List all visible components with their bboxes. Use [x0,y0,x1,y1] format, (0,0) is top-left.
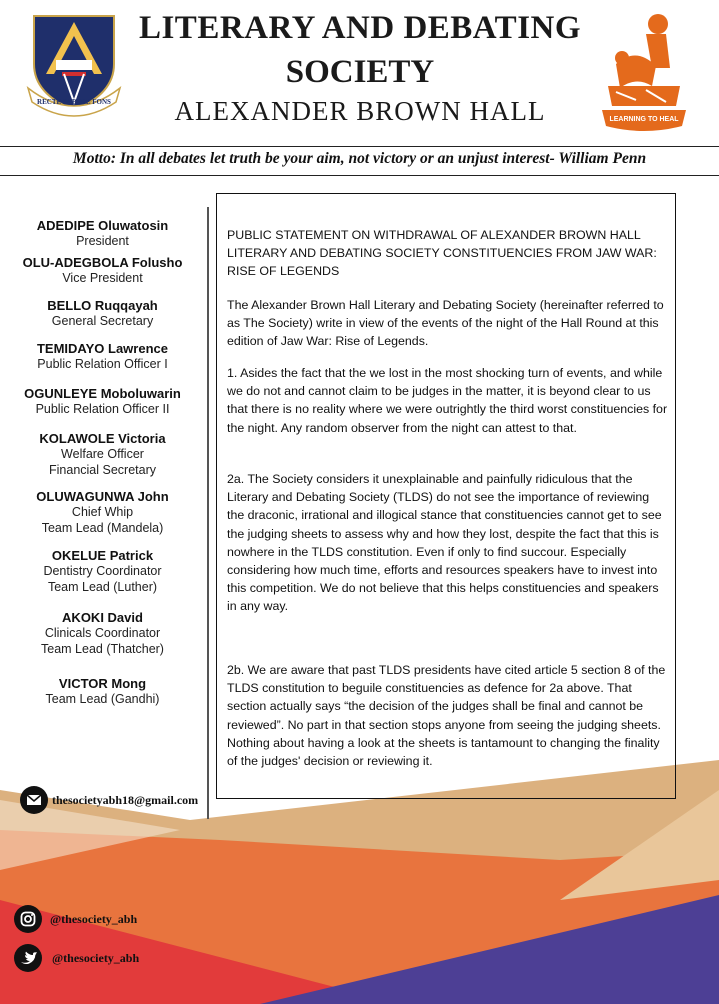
exec-item [0,255,205,286]
exec-item [0,386,205,417]
exec-role: Public Relation Officer II [35,402,170,416]
header-title-line1: LITERARY AND DEBATING [138,10,582,46]
column-divider [207,207,209,819]
exec-name: OLUWAGUNWA John [36,489,169,504]
exec-item [0,610,205,657]
exec-role: Chief Whip [71,505,134,519]
exec-role: Welfare Officer [61,447,144,461]
exec-role: Financial Secretary [49,463,156,477]
exec-item [0,548,205,595]
exec-name: TEMIDAYO Lawrence [36,341,168,356]
exec-role: Team Lead (Thatcher) [41,642,164,656]
exec-name: KOLAWOLE Victoria [39,431,166,446]
instagram-handle[interactable]: @thesociety_abh [50,912,138,926]
exec-name: OLU-ADEGBOLA Folusho [22,255,183,270]
statement-point-2b: 2b. We are aware that past TLDS presidents have cited article 5 section 8 of the TLDS constitution to beguile constituencies as defence for 2a above. That section actually says “the decision of the judges shall be final and cannot be reviewed”. No part in that section stops anyone from seeing the judging sheets. Nothing about having a look at the sheets is tantamount to changing the finality of the judges' decision or reviewing it. [227,663,666,769]
left-crest-motto: RECTE SAPERE FONS [37,98,111,106]
exec-name: VICTOR Mong [58,676,147,691]
exec-item [0,298,205,329]
exec-name: ADEDIPE Oluwatosin [36,218,169,233]
exec-item [0,431,205,478]
exec-role: Clinicals Coordinator [44,626,161,640]
exec-role: Dentistry Coordinator [43,564,162,578]
exec-role: Team Lead (Luther) [47,580,158,594]
header-subtitle: ALEXANDER BROWN HALL [174,96,546,126]
instagram-icon [14,905,42,933]
statement-title: PUBLIC STATEMENT ON WITHDRAWAL OF ALEXANDER BROWN HALL LITERARY AND DEBATING SOCIETY CONSTITUENCIES FROM JAW WAR: RISE OF LEGENDS [227,228,657,279]
exec-name: AKOKI David [62,610,143,625]
exec-role: Vice President [62,271,143,285]
twitter-icon [14,944,42,972]
header-title-line2: SOCIETY [285,54,435,90]
twitter-handle[interactable]: @thesociety_abh [52,951,140,965]
header-rule-bottom [0,175,719,176]
exec-role: Team Lead (Gandhi) [45,692,160,706]
exec-role: Public Relation Officer I [37,357,168,371]
exec-item [0,218,205,249]
right-crest-logo [596,6,692,138]
email-icon [20,786,48,814]
statement-point-2a: 2a. The Society considers it unexplainable and painfully ridiculous that the Literary and Debating Society (TLDS) do not see the importance of reviewing the draconic, irrational and illogical stance that constituencies cannot get to see the judging sheets to assess why and how they lost, despite the fact that this is nowhere in the TLDS constitution. Even if only to find succour. Especially considering how much time, efforts and resources speakers have to invest into this competition. We do not believe that this helps constituencies and speakers in any way. [227,472,662,614]
exec-name: OGUNLEYE Moboluwarin [24,386,181,401]
exec-item [0,489,205,536]
statement-point-1: 1. Asides the fact that the we lost in the most shocking turn of events, and while we do not and cannot claim to be judges in the matter, it is beyond clear to us that there is no reality where we were outrightly the third worst constituencies for the night. Any random observer from the night can attest to that. [227,366,668,435]
left-crest-logo [24,12,124,117]
exec-role: Team Lead (Mandela) [41,521,164,535]
exec-name: OKELUE Patrick [51,548,154,563]
statement-intro: The Alexander Brown Hall Literary and Debating Society (hereinafter referred to as The Society) write in view of the events of the night of the Hall Round at this edition of Jaw War: Rise of Legends. [227,298,664,349]
right-crest-banner: LEARNING TO HEAL [609,116,679,123]
exec-name: BELLO Ruqqayah [47,298,158,313]
motto: Motto: In all debates let truth be your aim, not victory or an unjust interest- William Penn [72,150,647,167]
exec-role: President [76,234,129,248]
exec-item [0,676,205,707]
email-address[interactable]: thesocietyabh18@gmail.com [52,793,199,807]
header-rule-top [0,146,719,147]
exec-role: General Secretary [51,314,154,328]
exec-item [0,341,205,372]
